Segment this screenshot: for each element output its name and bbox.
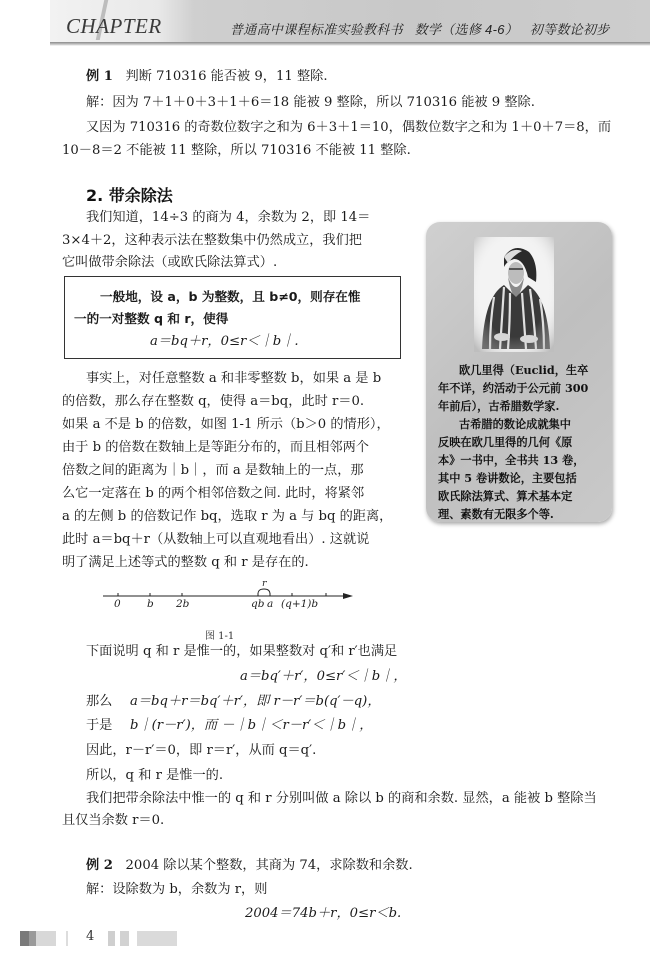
proof-line-1: 事实上，对任意整数 a 和非零整数 b，如果 a 是 b — [86, 371, 382, 386]
axis-label-a: a — [267, 598, 274, 610]
sidebar-line-5: 反映在欧几里得的几何《原 — [438, 435, 573, 449]
section-intro-line-1: 我们知道，14÷3 的商为 4，余数为 2，即 14＝ — [86, 210, 371, 225]
uniqueness-formula-1: a＝bq′＋r′，0≤r′＜｜b｜， — [240, 669, 407, 684]
example1-heading — [86, 66, 328, 87]
uniqueness-step-1: a＝bq＋r＝bq′＋r′，即 r－r′＝b(q′－q)， — [130, 694, 381, 709]
example1-solution-line-3: 10－8＝2 不能被 11 整除，所以 710316 不能被 11 整除. — [62, 143, 411, 158]
sidebar-line-7: 其中 5 卷讲数论，主要包括 — [438, 471, 577, 485]
proof-line-5: 倍数之间的距离为｜b｜，而 a 是数轴上的一点，那 — [62, 463, 364, 478]
axis-label-qb: qb — [251, 598, 265, 610]
definition-line-2: 且仅当余数 r＝0. — [62, 813, 165, 828]
example1-solution-line-2: 又因为 710316 的奇数位数字之和为 6＋3＋1＝10，偶数位数字之和为 1＋0＋7＝8，而 — [86, 120, 612, 135]
sidebar-line-9: 理、素数有无限多个等. — [438, 507, 554, 521]
proof-line-4: 由于 b 的倍数在数轴上是等距分布的，而且相邻两个 — [62, 440, 369, 455]
example1-label: 例 1 — [86, 69, 113, 84]
euclid-portrait-icon — [474, 237, 554, 352]
proof-line-3: 如果 a 不是 b 的倍数，如图 1-1 所示（b＞0 的情形）， — [62, 417, 390, 432]
section-intro-line-3: 它叫做带余除法（或欧氏除法算式）. — [62, 255, 278, 270]
example1-question: 判断 710316 能否被 9，11 整除. — [125, 69, 328, 84]
proof-line-6: 么它一定落在 b 的两个相邻倍数之间. 此时，将紧邻 — [62, 486, 365, 501]
sidebar-line-1: 欧几里得（Euclid，生卒 — [459, 363, 589, 377]
axis-label-2b: 2b — [176, 598, 190, 610]
theorem-line-2: 一的一对整数 q 和 r，使得 — [74, 311, 229, 326]
page-number: 4 — [86, 929, 95, 944]
sidebar-line-3: 年前后），古希腊数学家. — [438, 399, 560, 413]
proof-line-9: 明了满足上述等式的整数 q 和 r 是存在的. — [62, 555, 309, 570]
example1-solution-line-1: 解：因为 7＋1＋0＋3＋1＋6＝18 能被 9 整除，所以 710316 能被 9 整除. — [86, 95, 535, 110]
footer-decoration-2 — [29, 931, 36, 946]
book-title: 普通高中课程标准实验教科书 数学（选修 4-6） 初等数论初步 — [230, 22, 610, 37]
sidebar-line-4: 古希腊的数论成就集中 — [459, 417, 571, 431]
example2-solution: 解：设除数为 b，余数为 r，则 — [86, 882, 268, 897]
axis-label-q-plus-1-b: (q+1)b — [281, 598, 319, 610]
number-line-figure — [95, 582, 365, 612]
example2-label: 例 2 — [86, 858, 113, 873]
axis-label-r: r — [262, 578, 267, 589]
sidebar-line-2: 年不详，约活动于公元前 300 — [438, 381, 589, 395]
figure-caption: 图 1-1 — [205, 631, 235, 642]
example2-formula: 2004＝74b＋r，0≤r＜b. — [245, 906, 402, 921]
sidebar-line-6: 本》一书中，全书共 13 卷， — [438, 453, 585, 467]
definition-line-1: 我们把带余除法中惟一的 q 和 r 分别叫做 a 除以 b 的商和余数. 显然，a 能被 b 整除当 — [86, 791, 597, 806]
uniqueness-step-2: b｜(r－r′)，而 －｜b｜＜r－r′＜｜b｜， — [130, 718, 373, 733]
footer-decoration-6 — [120, 931, 129, 946]
footer-decoration-7 — [137, 931, 177, 946]
theorem-formula: a＝bq＋r，0≤r＜｜b｜. — [150, 334, 299, 349]
example2-question: 2004 除以某个整数，其商为 74，求除数和余数. — [125, 858, 413, 873]
footer-decoration-1 — [20, 931, 29, 946]
uniqueness-intro: 下面说明 q 和 r 是惟一的，如果整数对 q′和 r′也满足 — [86, 644, 398, 659]
number-line-icon — [95, 582, 365, 612]
chapter-label: CHAPTER — [66, 14, 162, 38]
example2-heading — [86, 855, 413, 876]
axis-label-b: b — [147, 598, 154, 610]
proof-line-7: a 的左侧 b 的倍数记作 bq，选取 r 为 a 与 bq 的距离， — [62, 509, 393, 524]
axis-label-zero: 0 — [114, 598, 121, 610]
section-title: 2. 带余除法 — [86, 186, 173, 205]
uniqueness-conclusion: 所以，q 和 r 是惟一的. — [86, 768, 224, 783]
section-intro-line-2: 3×4＋2，这种表示法在整数集中仍然成立，我们把 — [62, 233, 362, 248]
theorem-line-1: 一般地，设 a，b 为整数，且 b≠0，则存在惟 — [100, 289, 361, 304]
proof-line-8: 此时 a＝bq＋r（从数轴上可以直观地看出）. 这就说 — [62, 532, 370, 547]
uniqueness-step-3: 因此，r－r′＝0，即 r＝r′，从而 q＝q′. — [86, 743, 317, 758]
uniqueness-step-1-label: 那么 — [86, 694, 113, 709]
uniqueness-step-2-label: 于是 — [86, 718, 113, 733]
footer-decoration-3 — [36, 931, 56, 946]
proof-line-2: 的倍数，那么存在整数 q，使得 a＝bq，此时 r＝0. — [62, 394, 365, 409]
footer-decoration-4 — [66, 931, 68, 946]
euclid-portrait — [474, 237, 554, 352]
sidebar-line-8: 欧氏除法算式、算术基本定 — [438, 489, 573, 503]
header-divider — [50, 42, 650, 46]
footer-decoration-5 — [108, 931, 115, 946]
